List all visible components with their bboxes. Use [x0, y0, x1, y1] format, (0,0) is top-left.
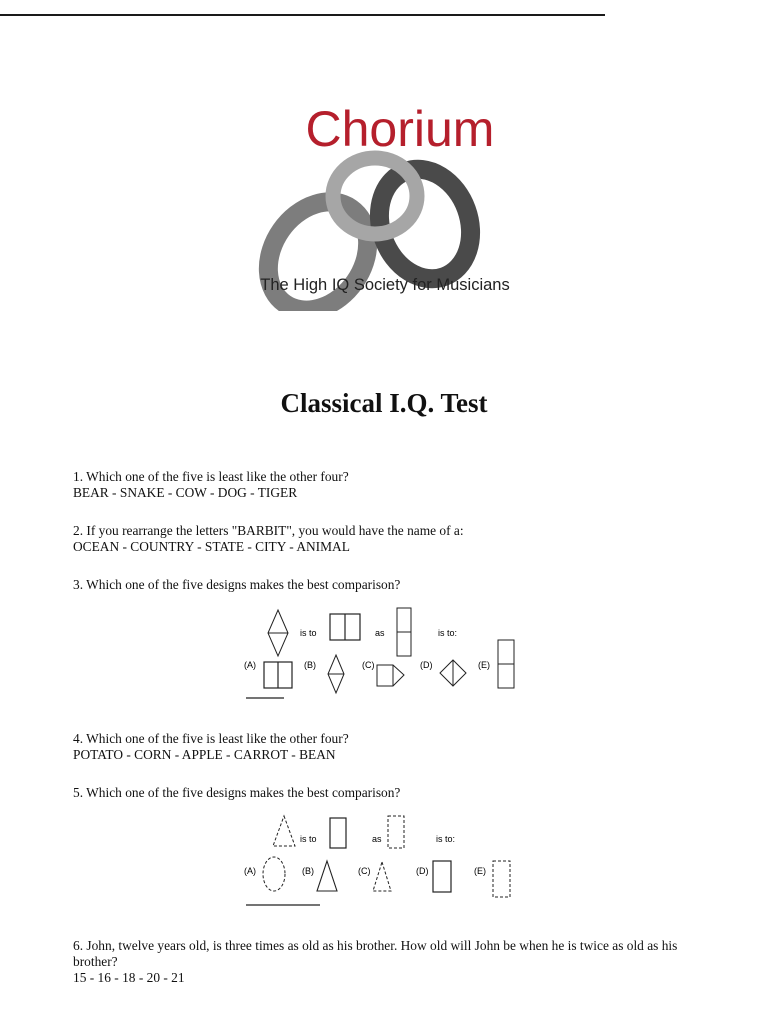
fig3-option-d-label: (D) [420, 660, 433, 670]
logo-wordmark: Chorium [305, 101, 495, 157]
question-answer-line: POTATO - CORN - APPLE - CARROT - BEAN [73, 747, 336, 762]
fig3-is-to-label: is to [300, 628, 317, 638]
fig5-option-c-shape [373, 862, 391, 891]
figure-question-5 [240, 812, 530, 910]
figure-question-3 [240, 606, 530, 702]
fig5-is-to-label: is to [300, 834, 317, 844]
fig3-option-c-shape [377, 665, 404, 686]
fig5-option-b-shape [317, 861, 337, 891]
question-text: 4. Which one of the five is least like the other four? [73, 731, 349, 746]
fig5-option-d-label: (D) [416, 866, 429, 876]
question-1 [73, 469, 713, 501]
question-2 [73, 523, 713, 555]
question-text: 5. Which one of the five designs makes the best comparison? [73, 785, 401, 800]
fig3-option-c-label: (C) [362, 660, 375, 670]
fig5-solid-rect-shape [330, 818, 346, 848]
fig3-option-b-label: (B) [304, 660, 316, 670]
question-4 [73, 731, 713, 763]
question-answer-line: 15 - 16 - 18 - 20 - 21 [73, 970, 185, 985]
question-answer-line: BEAR - SNAKE - COW - DOG - TIGER [73, 485, 298, 500]
question-5 [73, 785, 713, 801]
fig5-option-a-label: (A) [244, 866, 256, 876]
fig5-option-a-shape [263, 857, 285, 891]
fig5-is-to-2-label: is to: [436, 834, 456, 844]
fig3-is-to-2-label: is to: [438, 628, 458, 638]
fig5-dashed-rect-shape [388, 816, 404, 848]
fig3-as-label: as [375, 628, 385, 638]
question-text: 3. Which one of the five designs makes the best comparison? [73, 577, 401, 592]
fig5-as-label: as [372, 834, 382, 844]
question-text: 1. Which one of the five is least like the other four? [73, 469, 349, 484]
chorium-logo [240, 96, 530, 311]
fig5-option-c-label: (C) [358, 866, 371, 876]
top-rule [0, 14, 605, 16]
logo-ring-right [365, 156, 486, 291]
chorium-rings-logo [240, 96, 530, 311]
question-3 [73, 577, 713, 593]
fig5-option-e-shape [493, 861, 510, 897]
fig5-dashed-triangle-shape [273, 816, 295, 846]
question-6 [73, 938, 713, 986]
document-title: Classical I.Q. Test [280, 388, 488, 418]
question-text: 2. If you rearrange the letters "BARBIT", you would have the name of a: [73, 523, 464, 538]
fig3-option-e-label: (E) [478, 660, 490, 670]
fig5-option-b-label: (B) [302, 866, 314, 876]
logo-tagline: The High IQ Society for Musicians [260, 276, 510, 294]
question-text: 6. John, twelve years old, is three times as old as his brother. How old will John be when he is twice as old as his brother? [73, 938, 678, 969]
question-answer-line: OCEAN - COUNTRY - STATE - CITY - ANIMAL [73, 539, 350, 554]
fig5-option-e-label: (E) [474, 866, 486, 876]
fig5-option-d-shape [433, 861, 451, 892]
fig3-option-a-label: (A) [244, 660, 256, 670]
